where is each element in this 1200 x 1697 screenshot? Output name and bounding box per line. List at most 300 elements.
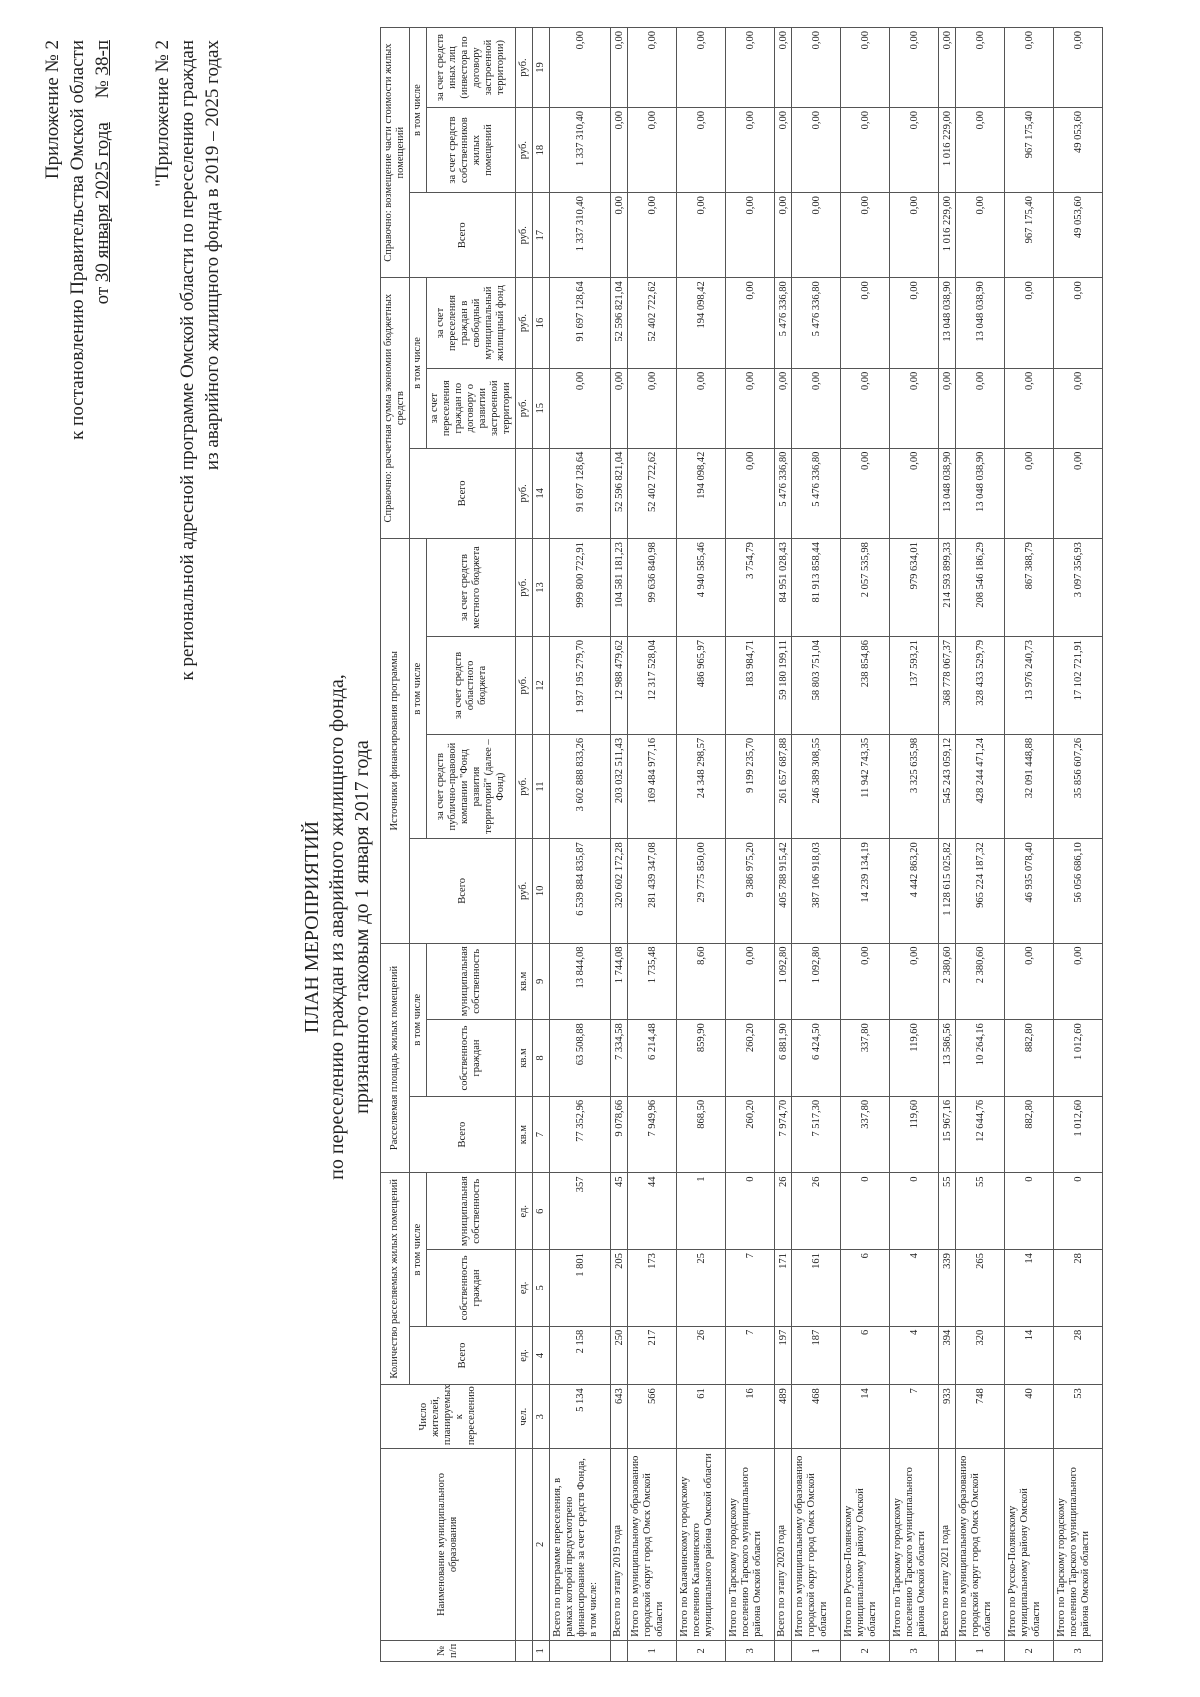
value-cell: 59 180 199,11 (775, 636, 792, 734)
value-cell: 1 744,08 (611, 943, 628, 1020)
value-cell: 205 (611, 1250, 628, 1327)
value-cell: 28 (1054, 1250, 1103, 1327)
value-cell: 14 239 134,19 (841, 839, 890, 943)
header-line2: к постановлению Правительства Омской области (67, 40, 88, 440)
value-cell: 0,00 (726, 108, 775, 193)
value-cell: 0,00 (1005, 448, 1054, 538)
value-cell: 320 (956, 1326, 1005, 1385)
value-cell: 214 593 899,33 (939, 539, 956, 637)
value-cell: 183 984,71 (726, 636, 775, 734)
head-group-financing: Источники финансирования программы (381, 539, 410, 943)
value-cell: 161 (792, 1250, 841, 1327)
value-cell: 1 937 195 279,70 (550, 636, 611, 734)
header-line4: "Приложение № 2 (152, 40, 173, 187)
value-cell: 0,00 (726, 28, 775, 108)
value-cell: 0 (841, 1173, 890, 1250)
value-cell: 49 053,60 (1054, 108, 1103, 193)
program-header (150, 40, 225, 860)
row-index (939, 1640, 956, 1661)
value-cell: 1 012,60 (1054, 1020, 1103, 1097)
value-cell: 0,00 (792, 368, 841, 448)
value-cell: 194 098,42 (677, 278, 726, 368)
value-cell: 246 389 308,55 (792, 734, 841, 838)
value-cell: 14 (1005, 1250, 1054, 1327)
head-total: Всего (410, 1096, 516, 1173)
value-cell: 0,00 (890, 943, 939, 1020)
value-cell: 7 949,96 (628, 1096, 677, 1173)
head-group-count: Количество расселяемых жилых помещений (381, 1173, 410, 1385)
table-row (792, 28, 841, 1662)
value-cell: 91 697 128,64 (550, 448, 611, 538)
value-cell: 0,00 (939, 368, 956, 448)
head-econ1: за счет переселения граждан по договору о развитии застроенной территории (427, 368, 516, 448)
value-cell: 643 (611, 1385, 628, 1449)
value-cell: 320 602 172,28 (611, 839, 628, 943)
value-cell: 194 098,42 (677, 448, 726, 538)
value-cell: 0,00 (677, 28, 726, 108)
table-row (841, 28, 890, 1662)
value-cell: 1 (677, 1173, 726, 1250)
head-group-economy: Справочно: расчетная сумма экономии бюджетных средств (381, 278, 410, 539)
value-cell: 0,00 (792, 28, 841, 108)
municipality-name: Всего по этапу 2020 года (775, 1449, 792, 1641)
value-cell: 250 (611, 1326, 628, 1385)
value-cell: 6 539 884 835,87 (550, 839, 611, 943)
value-cell: 84 951 028,43 (775, 539, 792, 637)
value-cell: 0,00 (792, 108, 841, 193)
value-cell: 979 634,01 (890, 539, 939, 637)
units-row (516, 28, 533, 1662)
value-cell: 1 092,80 (792, 943, 841, 1020)
value-cell: 0,00 (726, 943, 775, 1020)
value-cell: 238 854,86 (841, 636, 890, 734)
value-cell: 32 091 448,88 (1005, 734, 1054, 838)
header-line1: Приложение № 2 (42, 40, 63, 180)
value-cell: 13 976 240,73 (1005, 636, 1054, 734)
value-cell: 13 844,08 (550, 943, 611, 1020)
unit-cell: руб. (516, 28, 533, 108)
value-cell: 5 476 336,80 (775, 448, 792, 538)
value-cell: 868,50 (677, 1096, 726, 1173)
column-number-cell: 3 (533, 1385, 550, 1449)
header-line5: к региональной адресной программе Омской области по переселению граждан (177, 40, 198, 681)
header-line6: из аварийного жилищного фонда в 2019 – 2025 годах (202, 40, 223, 471)
value-cell: 9 386 975,20 (726, 839, 775, 943)
row-index: 2 (1005, 1640, 1054, 1661)
value-cell: 5 134 (550, 1385, 611, 1449)
header-date: 30 января 2025 года (92, 122, 113, 283)
value-cell: 197 (775, 1326, 792, 1385)
table-row (726, 28, 775, 1662)
unit-cell: руб. (516, 108, 533, 193)
head-incl: в том числе (410, 539, 427, 839)
value-cell: 337,80 (841, 1096, 890, 1173)
value-cell: 77 352,96 (550, 1096, 611, 1173)
value-cell: 882,80 (1005, 1096, 1054, 1173)
value-cell: 489 (775, 1385, 792, 1449)
value-cell: 1 128 615 025,82 (939, 839, 956, 943)
head-total: Всего (410, 1326, 516, 1385)
value-cell: 468 (792, 1385, 841, 1449)
head-regional: за счет средств областного бюджета (427, 636, 516, 734)
value-cell: 0,00 (841, 278, 890, 368)
table-row (1054, 28, 1103, 1662)
row-index: 3 (726, 1640, 775, 1661)
value-cell: 0,00 (775, 193, 792, 278)
value-cell: 0,00 (1054, 368, 1103, 448)
head-incl: в том числе (410, 278, 427, 448)
value-cell: 339 (939, 1250, 956, 1327)
value-cell: 13 586,56 (939, 1020, 956, 1097)
value-cell: 119,60 (890, 1096, 939, 1173)
row-index: 1 (628, 1640, 677, 1661)
unit-cell: руб. (516, 734, 533, 838)
value-cell: 6 (841, 1326, 890, 1385)
value-cell: 1 092,80 (775, 943, 792, 1020)
value-cell: 0,00 (775, 368, 792, 448)
header-number: 38-п (92, 40, 113, 76)
column-number-cell: 10 (533, 839, 550, 943)
value-cell: 12 988 479,62 (611, 636, 628, 734)
value-cell: 0 (1054, 1173, 1103, 1250)
municipality-name: Итого по муниципальному образованию городской округ город Омск Омской области (956, 1449, 1005, 1641)
head-own-citizens: собственность граждан (427, 1020, 516, 1097)
value-cell: 4 (890, 1326, 939, 1385)
value-cell: 748 (956, 1385, 1005, 1449)
value-cell: 24 348 298,57 (677, 734, 726, 838)
column-number-cell: 19 (533, 28, 550, 108)
column-number-cell: 6 (533, 1173, 550, 1250)
value-cell: 394 (939, 1326, 956, 1385)
head-incl: в том числе (410, 943, 427, 1096)
municipality-name: Всего по этапу 2019 года (611, 1449, 628, 1641)
value-cell: 0,00 (890, 448, 939, 538)
value-cell: 6 214,48 (628, 1020, 677, 1097)
value-cell: 104 581 181,23 (611, 539, 628, 637)
approval-header (40, 40, 115, 660)
value-cell: 1 012,60 (1054, 1096, 1103, 1173)
value-cell: 9 199 235,70 (726, 734, 775, 838)
stage-total-row (611, 28, 628, 1662)
value-cell: 6 424,50 (792, 1020, 841, 1097)
value-cell: 328 433 529,79 (956, 636, 1005, 734)
value-cell: 52 402 722,62 (628, 278, 677, 368)
value-cell: 53 (1054, 1385, 1103, 1449)
column-number-cell: 1 (533, 1640, 550, 1661)
table-row (550, 28, 611, 1662)
value-cell: 0,00 (550, 368, 611, 448)
value-cell: 0,00 (956, 28, 1005, 108)
value-cell: 0,00 (956, 108, 1005, 193)
value-cell: 171 (775, 1250, 792, 1327)
value-cell: 5 476 336,80 (792, 278, 841, 368)
value-cell: 28 (1054, 1326, 1103, 1385)
value-cell: 203 032 511,43 (611, 734, 628, 838)
value-cell: 7 334,58 (611, 1020, 628, 1097)
value-cell: 26 (775, 1173, 792, 1250)
value-cell: 14 (1005, 1326, 1054, 1385)
value-cell: 260,20 (726, 1020, 775, 1097)
value-cell: 91 697 128,64 (550, 278, 611, 368)
row-index: 2 (677, 1640, 726, 1661)
value-cell: 965 224 187,32 (956, 839, 1005, 943)
value-cell: 52 402 722,62 (628, 448, 677, 538)
value-cell: 2 380,60 (956, 943, 1005, 1020)
value-cell: 208 546 186,29 (956, 539, 1005, 637)
value-cell: 0,00 (1054, 943, 1103, 1020)
value-cell: 0,00 (841, 448, 890, 538)
row-index (550, 1640, 611, 1661)
unit-cell: кв.м (516, 943, 533, 1020)
value-cell: 387 106 918,03 (792, 839, 841, 943)
value-cell: 3 754,79 (726, 539, 775, 637)
value-cell: 7 974,70 (775, 1096, 792, 1173)
value-cell: 368 778 067,37 (939, 636, 956, 734)
municipality-name: Итого по Тарскому городскому поселению Тарского муниципального района Омской области (1054, 1449, 1103, 1641)
value-cell: 0,00 (841, 28, 890, 108)
head-total: Всего (410, 193, 516, 278)
column-number-cell: 12 (533, 636, 550, 734)
value-cell: 5 476 336,80 (792, 448, 841, 538)
unit-cell: руб. (516, 636, 533, 734)
value-cell: 55 (939, 1173, 956, 1250)
unit-cell: чел. (516, 1385, 533, 1449)
value-cell: 119,60 (890, 1020, 939, 1097)
unit-cell: руб. (516, 193, 533, 278)
value-cell: 566 (628, 1385, 677, 1449)
value-cell: 867 388,79 (1005, 539, 1054, 637)
value-cell: 12 317 528,04 (628, 636, 677, 734)
head-local: за счет средств местного бюджета (427, 539, 516, 637)
row-index: 3 (1054, 1640, 1103, 1661)
value-cell: 281 439 347,08 (628, 839, 677, 943)
column-number-cell: 14 (533, 448, 550, 538)
value-cell: 0,00 (677, 193, 726, 278)
value-cell: 6 (841, 1250, 890, 1327)
value-cell: 0,00 (841, 368, 890, 448)
value-cell: 0,00 (792, 193, 841, 278)
value-cell: 1 801 (550, 1250, 611, 1327)
value-cell: 9 078,66 (611, 1096, 628, 1173)
head-own-muni: муниципальная собственность (427, 1173, 516, 1250)
value-cell: 0,00 (890, 193, 939, 278)
value-cell: 173 (628, 1250, 677, 1327)
head-fund: за счет средств публично-правовой компании "Фонд развития территорий" (далее – Фонд) (427, 734, 516, 838)
table-row (628, 28, 677, 1662)
value-cell: 13 048 038,90 (939, 448, 956, 538)
municipality-name: Итого по муниципальному образованию городской округ город Омск Омской области (628, 1449, 677, 1641)
value-cell: 40 (1005, 1385, 1054, 1449)
plan-table-wrapper (380, 27, 1103, 1662)
head-incl: в том числе (410, 1173, 427, 1326)
value-cell: 25 (677, 1250, 726, 1327)
value-cell: 0,00 (1005, 28, 1054, 108)
value-cell: 15 967,16 (939, 1096, 956, 1173)
value-cell: 0,00 (841, 108, 890, 193)
value-cell: 46 935 078,40 (1005, 839, 1054, 943)
value-cell: 545 243 059,12 (939, 734, 956, 838)
column-number-cell: 15 (533, 368, 550, 448)
column-number-cell: 8 (533, 1020, 550, 1097)
value-cell: 0,00 (956, 368, 1005, 448)
column-number-cell: 4 (533, 1326, 550, 1385)
value-cell: 0,00 (1005, 943, 1054, 1020)
value-cell: 7 517,30 (792, 1096, 841, 1173)
municipality-name: Итого по Русско-Полянскому муниципальному району Омской области (841, 1449, 890, 1641)
value-cell: 81 913 858,44 (792, 539, 841, 637)
row-index: 2 (841, 1640, 890, 1661)
value-cell: 26 (677, 1326, 726, 1385)
municipality-name: Всего по программе переселения, в рамках которой предусмотрено финансирование за счет средств Фонда, в том числе: (550, 1449, 611, 1641)
head-no: № п/п (381, 1640, 516, 1661)
unit-cell: ед. (516, 1326, 533, 1385)
column-number-cell: 13 (533, 539, 550, 637)
head-group-compensation: Справочно: возмещение части стоимости жилых помещений (381, 28, 410, 278)
value-cell: 0,00 (890, 28, 939, 108)
value-cell: 4 (890, 1250, 939, 1327)
value-cell: 0,00 (611, 108, 628, 193)
value-cell: 1 337 310,40 (550, 193, 611, 278)
head-residents: Число жителей, планируемых к переселению (381, 1385, 516, 1449)
column-number-cell: 5 (533, 1250, 550, 1327)
value-cell: 0,00 (939, 28, 956, 108)
plan-table-body (550, 28, 1103, 1662)
value-cell: 933 (939, 1385, 956, 1449)
value-cell: 337,80 (841, 1020, 890, 1097)
head-incl: в том числе (410, 28, 427, 193)
unit-cell: кв.м (516, 1096, 533, 1173)
value-cell: 13 048 038,90 (956, 448, 1005, 538)
value-cell: 4 442 863,20 (890, 839, 939, 943)
column-number-cell: 18 (533, 108, 550, 193)
value-cell: 3 325 635,98 (890, 734, 939, 838)
unit-cell: руб. (516, 278, 533, 368)
municipality-name: Итого по Калачинскому городскому поселению Калачинского муниципального района Омской области (677, 1449, 726, 1641)
value-cell: 0,00 (628, 193, 677, 278)
row-index (611, 1640, 628, 1661)
value-cell: 12 644,76 (956, 1096, 1005, 1173)
value-cell: 0,00 (775, 28, 792, 108)
value-cell: 0,00 (611, 193, 628, 278)
value-cell: 405 788 915,42 (775, 839, 792, 943)
value-cell: 260,20 (726, 1096, 775, 1173)
value-cell: 52 596 821,04 (611, 278, 628, 368)
value-cell: 10 264,16 (956, 1020, 1005, 1097)
value-cell: 2 158 (550, 1326, 611, 1385)
value-cell: 0,00 (890, 368, 939, 448)
value-cell: 16 (726, 1385, 775, 1449)
head-total: Всего (410, 448, 516, 538)
unit-cell: руб. (516, 839, 533, 943)
value-cell: 0 (890, 1173, 939, 1250)
value-cell: 0,00 (550, 28, 611, 108)
head-total: Всего (410, 839, 516, 943)
value-cell: 999 800 722,91 (550, 539, 611, 637)
value-cell: 7 (890, 1385, 939, 1449)
value-cell: 486 965,97 (677, 636, 726, 734)
head-comp2: за счет средств иных лиц (инвестора по договору застроенной территории) (427, 28, 516, 108)
value-cell: 3 602 888 833,26 (550, 734, 611, 838)
value-cell: 0,00 (611, 368, 628, 448)
value-cell: 45 (611, 1173, 628, 1250)
value-cell: 0,00 (956, 193, 1005, 278)
value-cell: 357 (550, 1173, 611, 1250)
value-cell: 29 775 850,00 (677, 839, 726, 943)
value-cell: 35 856 607,26 (1054, 734, 1103, 838)
value-cell: 0,00 (726, 368, 775, 448)
value-cell: 44 (628, 1173, 677, 1250)
value-cell: 0,00 (677, 368, 726, 448)
value-cell: 56 056 686,10 (1054, 839, 1103, 943)
value-cell: 0,00 (726, 193, 775, 278)
value-cell: 261 657 687,88 (775, 734, 792, 838)
value-cell: 0 (726, 1173, 775, 1250)
value-cell: 0,00 (890, 278, 939, 368)
municipality-name: Итого по Русско-Полянскому муниципальному району Омской области (1005, 1449, 1054, 1641)
value-cell: 61 (677, 1385, 726, 1449)
unit-cell: кв.м (516, 1020, 533, 1097)
value-cell: 0,00 (1005, 278, 1054, 368)
column-number-cell: 2 (533, 1449, 550, 1641)
municipality-name: Всего по этапу 2021 года (939, 1449, 956, 1641)
value-cell: 0,00 (1054, 28, 1103, 108)
value-cell: 0,00 (726, 448, 775, 538)
value-cell: 5 476 336,80 (775, 278, 792, 368)
head-own-citizens: собственность граждан (427, 1250, 516, 1327)
value-cell: 13 048 038,90 (939, 278, 956, 368)
value-cell: 0,00 (841, 943, 890, 1020)
value-cell: 1 735,48 (628, 943, 677, 1020)
value-cell: 0,00 (628, 368, 677, 448)
stage-total-row (939, 28, 956, 1662)
value-cell: 13 048 038,90 (956, 278, 1005, 368)
table-row (677, 28, 726, 1662)
value-cell: 0,00 (1054, 448, 1103, 538)
value-cell: 1 337 310,40 (550, 108, 611, 193)
value-cell: 0,00 (611, 28, 628, 108)
value-cell: 7 (726, 1326, 775, 1385)
column-numbers-row (533, 28, 550, 1662)
value-cell: 859,90 (677, 1020, 726, 1097)
value-cell: 1 016 229,00 (939, 108, 956, 193)
value-cell: 58 803 751,04 (792, 636, 841, 734)
value-cell: 55 (956, 1173, 1005, 1250)
value-cell: 1 016 229,00 (939, 193, 956, 278)
value-cell: 187 (792, 1326, 841, 1385)
column-number-cell: 16 (533, 278, 550, 368)
value-cell: 52 596 821,04 (611, 448, 628, 538)
table-row (1005, 28, 1054, 1662)
value-cell: 8,60 (677, 943, 726, 1020)
value-cell: 0,00 (677, 108, 726, 193)
value-cell: 14 (841, 1385, 890, 1449)
unit-cell: ед. (516, 1250, 533, 1327)
value-cell: 169 484 977,16 (628, 734, 677, 838)
row-index (775, 1640, 792, 1661)
table-row (956, 28, 1005, 1662)
value-cell: 0,00 (841, 193, 890, 278)
column-number-cell: 17 (533, 193, 550, 278)
value-cell: 967 175,40 (1005, 108, 1054, 193)
head-own-muni: муниципальная собственность (427, 943, 516, 1020)
unit-cell (516, 1449, 533, 1641)
value-cell: 11 942 743,35 (841, 734, 890, 838)
unit-cell (516, 1640, 533, 1661)
value-cell: 217 (628, 1326, 677, 1385)
plan-table (380, 27, 1103, 1662)
value-cell: 49 053,60 (1054, 193, 1103, 278)
value-cell: 4 940 585,46 (677, 539, 726, 637)
